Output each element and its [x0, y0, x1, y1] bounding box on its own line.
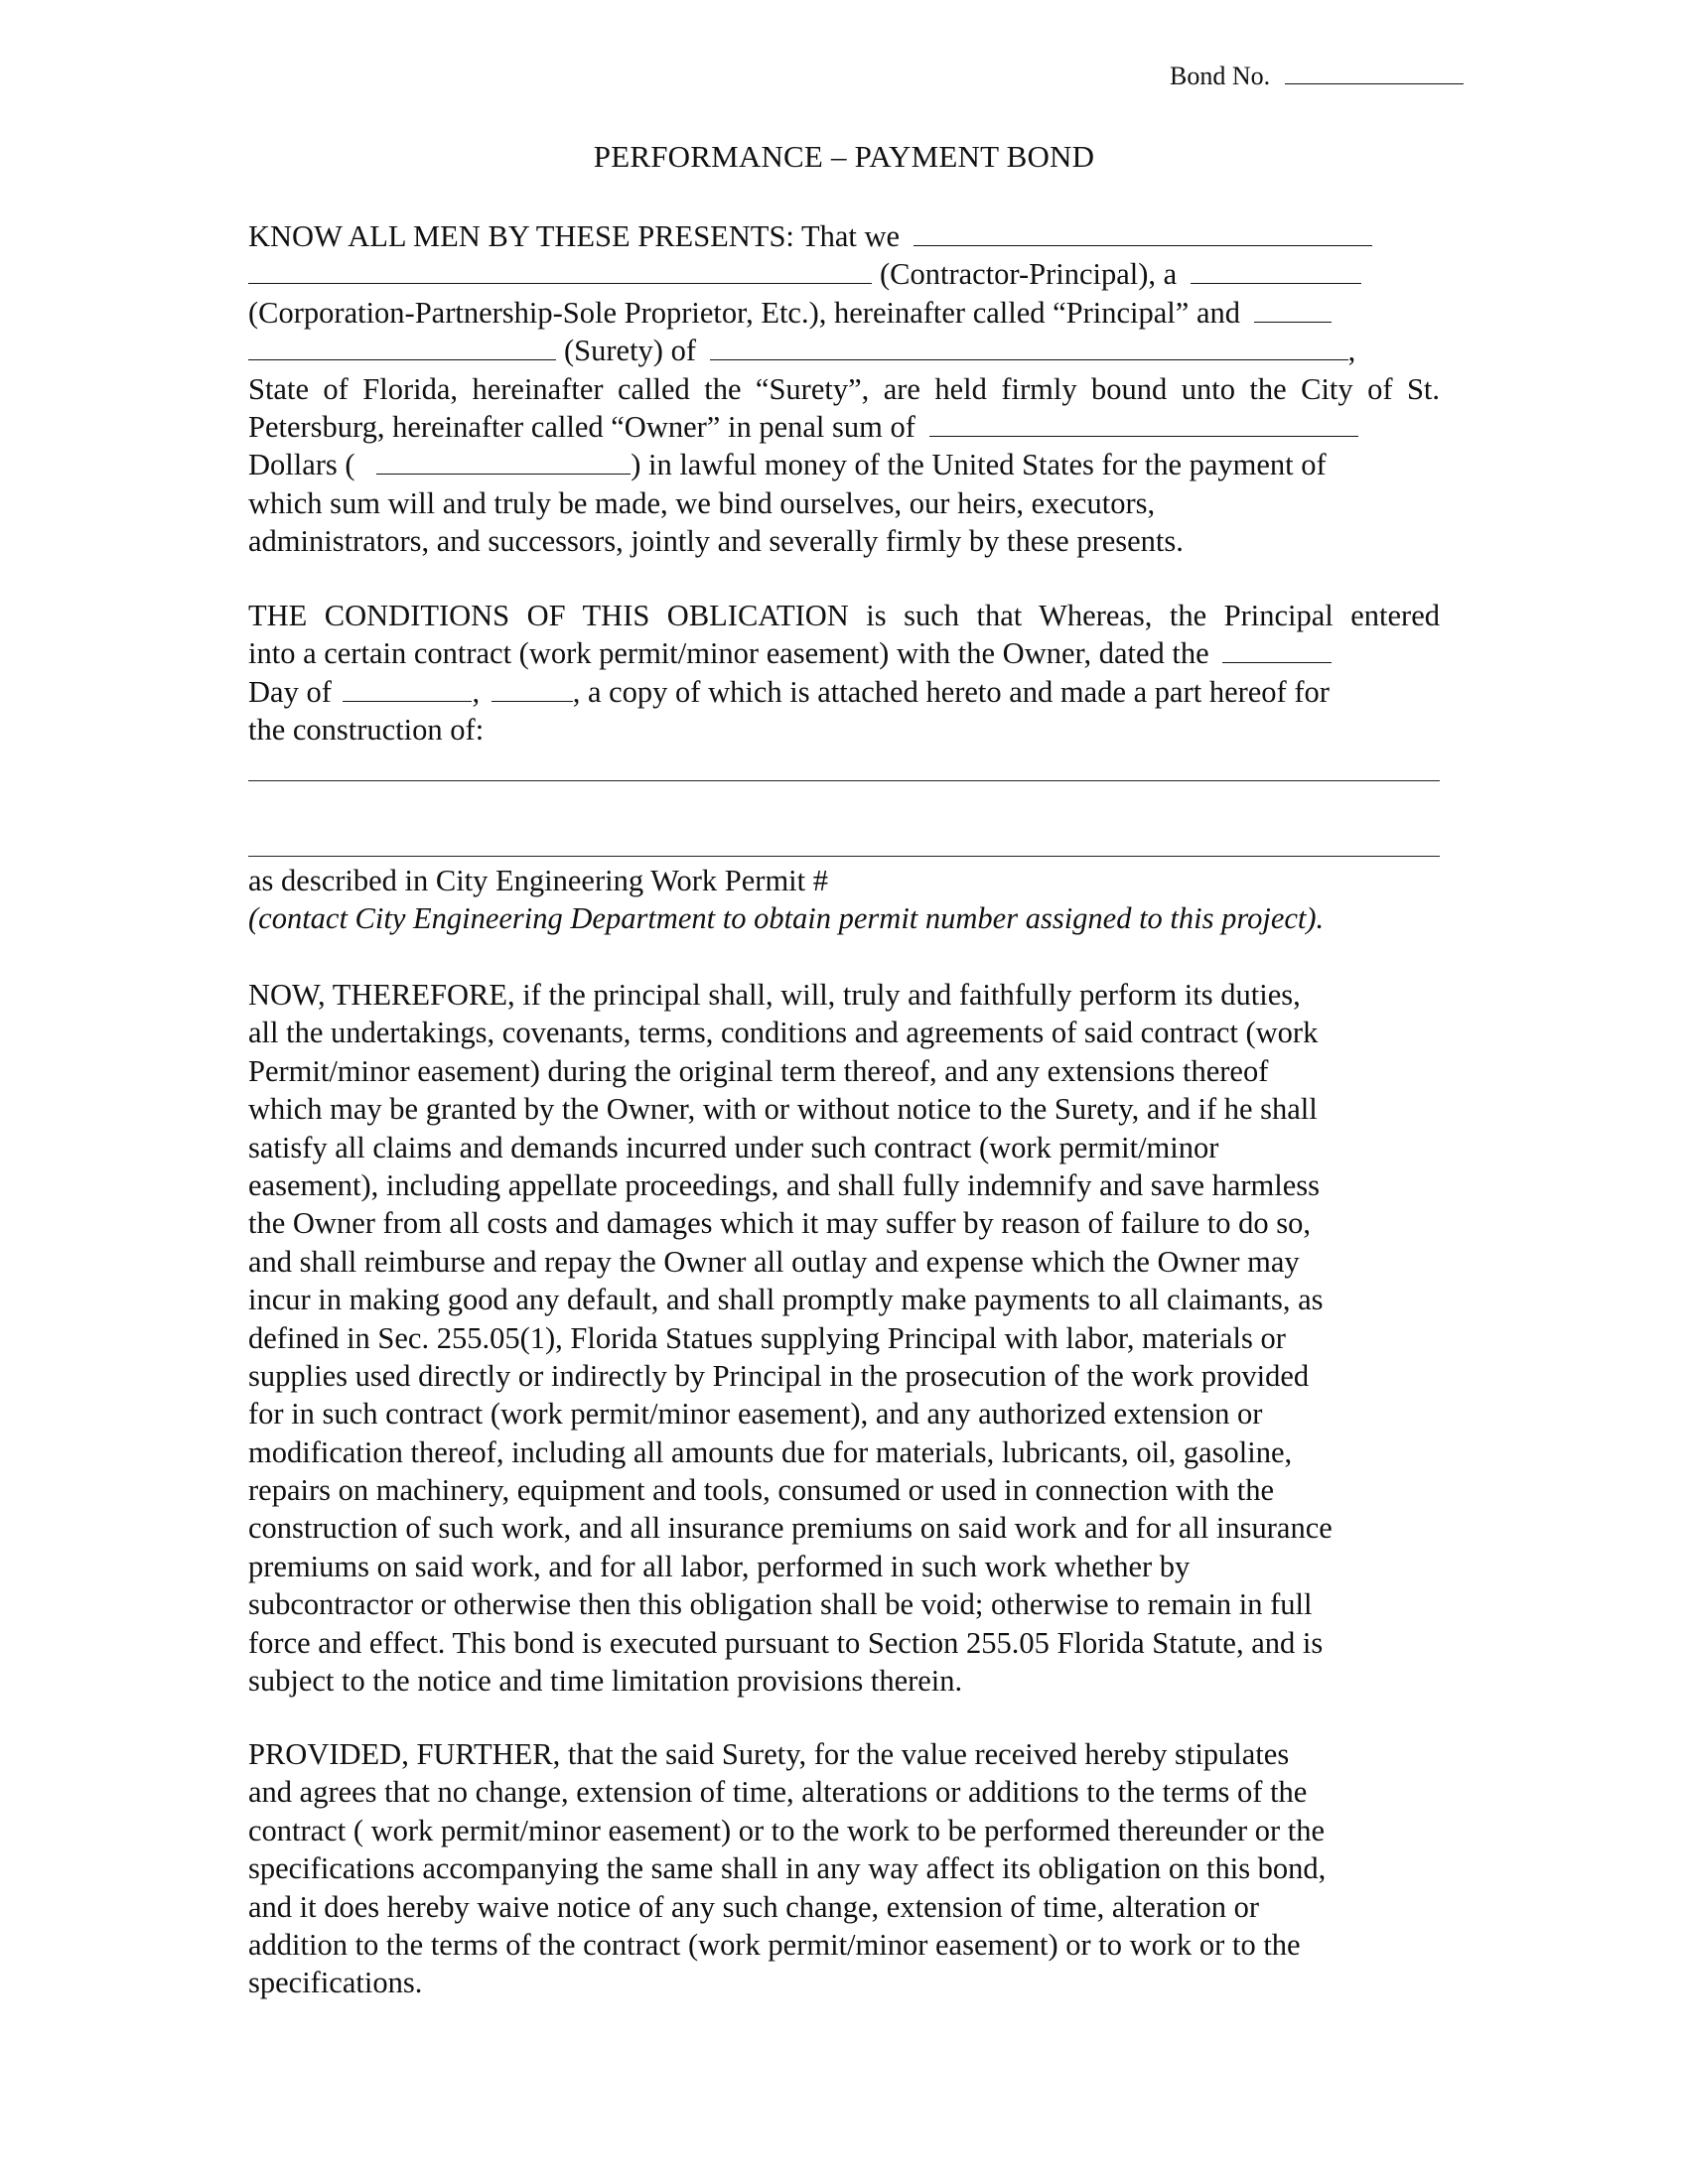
para3-line: subcontractor or otherwise then this obligation shall be void; otherwise to remain in full — [248, 1587, 1313, 1622]
para3-line: repairs on machinery, equipment and tools, consumed or used in connection with the — [248, 1473, 1275, 1508]
entity-type-blank[interactable] — [1191, 257, 1361, 284]
para4-line: contract ( work permit/minor easement) or to the work to be performed thereunder or the — [248, 1813, 1326, 1847]
para4-line: and it does hereby waive notice of any such change, extension of time, alteration or — [248, 1889, 1260, 1924]
para1-line2: (Contractor-Principal), a — [248, 255, 1440, 293]
penal-sum-words-blank[interactable] — [929, 410, 1358, 437]
para3-line: defined in Sec. 255.05(1), Florida Statues supplying Principal with labor, materials or — [248, 1320, 1286, 1355]
para3-line: for in such contract (work permit/minor easement), and any authorized extension or — [248, 1397, 1263, 1432]
surety-name-blank-2[interactable] — [248, 334, 556, 360]
surety-name-blank[interactable] — [1254, 296, 1332, 323]
bond-number-label: Bond No. — [1170, 62, 1271, 90]
document-title: PERFORMANCE – PAYMENT BOND — [593, 139, 1095, 174]
para2-line3: Day of , , a copy of which is attached hereto and made a part hereof for — [248, 674, 1330, 709]
para3-line: supplies used directly or indirectly by Principal in the prosecution of the work provided — [248, 1358, 1310, 1393]
bond-number-field — [1170, 58, 1464, 91]
para4-line: and agrees that no change, extension of time, alterations or additions to the terms of the — [248, 1775, 1308, 1810]
contract-month-blank[interactable] — [343, 675, 472, 702]
para3-line: satisfy all claims and demands incurred under such contract (work permit/minor — [248, 1130, 1219, 1164]
para2-line2: into a certain contract (work permit/minor easement) with the Owner, dated the — [248, 634, 1440, 672]
bond-number-blank[interactable] — [1285, 58, 1464, 84]
para3-line: all the undertakings, covenants, terms, conditions and agreements of said contract (work — [248, 1016, 1319, 1050]
para1-line1: KNOW ALL MEN BY THESE PRESENTS: That we — [248, 217, 1440, 255]
para3-line: Permit/minor easement) during the original term thereof, and any extensions thereof — [248, 1053, 1269, 1088]
surety-location-blank[interactable] — [710, 334, 1348, 360]
para4-line: addition to the terms of the contract (work permit/minor easement) or to work or to the — [248, 1927, 1301, 1962]
para3-line: construction of such work, and all insurance premiums on said work and for all insurance — [248, 1511, 1333, 1546]
permit-note: (contact City Engineering Department to obtain permit number assigned to this project). — [248, 901, 1325, 936]
provided-further-paragraph — [248, 1735, 1440, 2002]
para3-line: subject to the notice and time limitation provisions therein. — [248, 1664, 963, 1699]
now-therefore-paragraph — [248, 976, 1440, 1700]
para1-line6: Petersburg, hereinafter called “Owner” in penal sum of — [248, 408, 1440, 446]
para3-line: which may be granted by the Owner, with or without notice to the Surety, and if he shall — [248, 1092, 1318, 1127]
para1-line8: which sum will and truly be made, we bind ourselves, our heirs, executors, — [248, 485, 1156, 520]
para3-line: force and effect. This bond is executed pursuant to Section 255.05 Florida Statute, and is — [248, 1625, 1324, 1660]
para3-line: the Owner from all costs and damages which it may suffer by reason of failure to do so, — [248, 1206, 1312, 1241]
principal-name-blank[interactable] — [914, 219, 1372, 246]
construction-description-line-1[interactable] — [248, 780, 1440, 781]
know-all-men-paragraph — [248, 217, 1440, 561]
contract-year-blank[interactable] — [492, 675, 573, 702]
para3-line: NOW, THEREFORE, if the principal shall, will, truly and faithfully perform its duties, — [248, 978, 1301, 1012]
para3-line: easement), including appellate proceedings, and shall fully indemnify and save harmless — [248, 1167, 1321, 1202]
para2-line1: THE CONDITIONS OF THIS OBLICATION is such that Whereas, the Principal entered — [248, 599, 1440, 632]
para3-line: and shall reimburse and repay the Owner all outlay and expense which the Owner may — [248, 1244, 1300, 1279]
penal-sum-amount-blank[interactable] — [376, 448, 631, 475]
para3-line: modification thereof, including all amounts due for materials, lubricants, oil, gasoline, — [248, 1434, 1293, 1469]
para4-line: PROVIDED, FURTHER, that the said Surety, for the value received hereby stipulates — [248, 1737, 1290, 1771]
para1-line7: Dollars ( ) in lawful money of the United States for the payment of — [248, 448, 1327, 482]
para2-line4: the construction of: — [248, 713, 485, 748]
permit-reference — [248, 862, 1440, 938]
para1-line4: (Surety) of , — [248, 332, 1440, 369]
para4-line: specifications. — [248, 1966, 423, 2000]
conditions-paragraph — [248, 597, 1440, 750]
para4-line: specifications accompanying the same shall in any way affect its obligation on this bond, — [248, 1851, 1327, 1886]
para1-line9: administrators, and successors, jointly and severally firmly by these presents. — [248, 524, 1184, 559]
para3-line: premiums on said work, and for all labor, performed in such work whether by — [248, 1549, 1191, 1583]
para1-line3: (Corporation-Partnership-Sole Proprietor, Etc.), hereinafter called “Principal” and — [248, 294, 1440, 332]
permit-line: as described in City Engineering Work Permit # — [248, 864, 828, 897]
para1-line5: State of Florida, hereinafter called the “Surety”, are held firmly bound unto the City of St. — [248, 371, 1440, 406]
construction-description-line-2[interactable] — [248, 856, 1440, 857]
principal-name-blank-2[interactable] — [248, 257, 872, 284]
contract-day-blank[interactable] — [1222, 636, 1332, 663]
para3-line: incur in making good any default, and shall promptly make payments to all claimants, as — [248, 1283, 1324, 1317]
